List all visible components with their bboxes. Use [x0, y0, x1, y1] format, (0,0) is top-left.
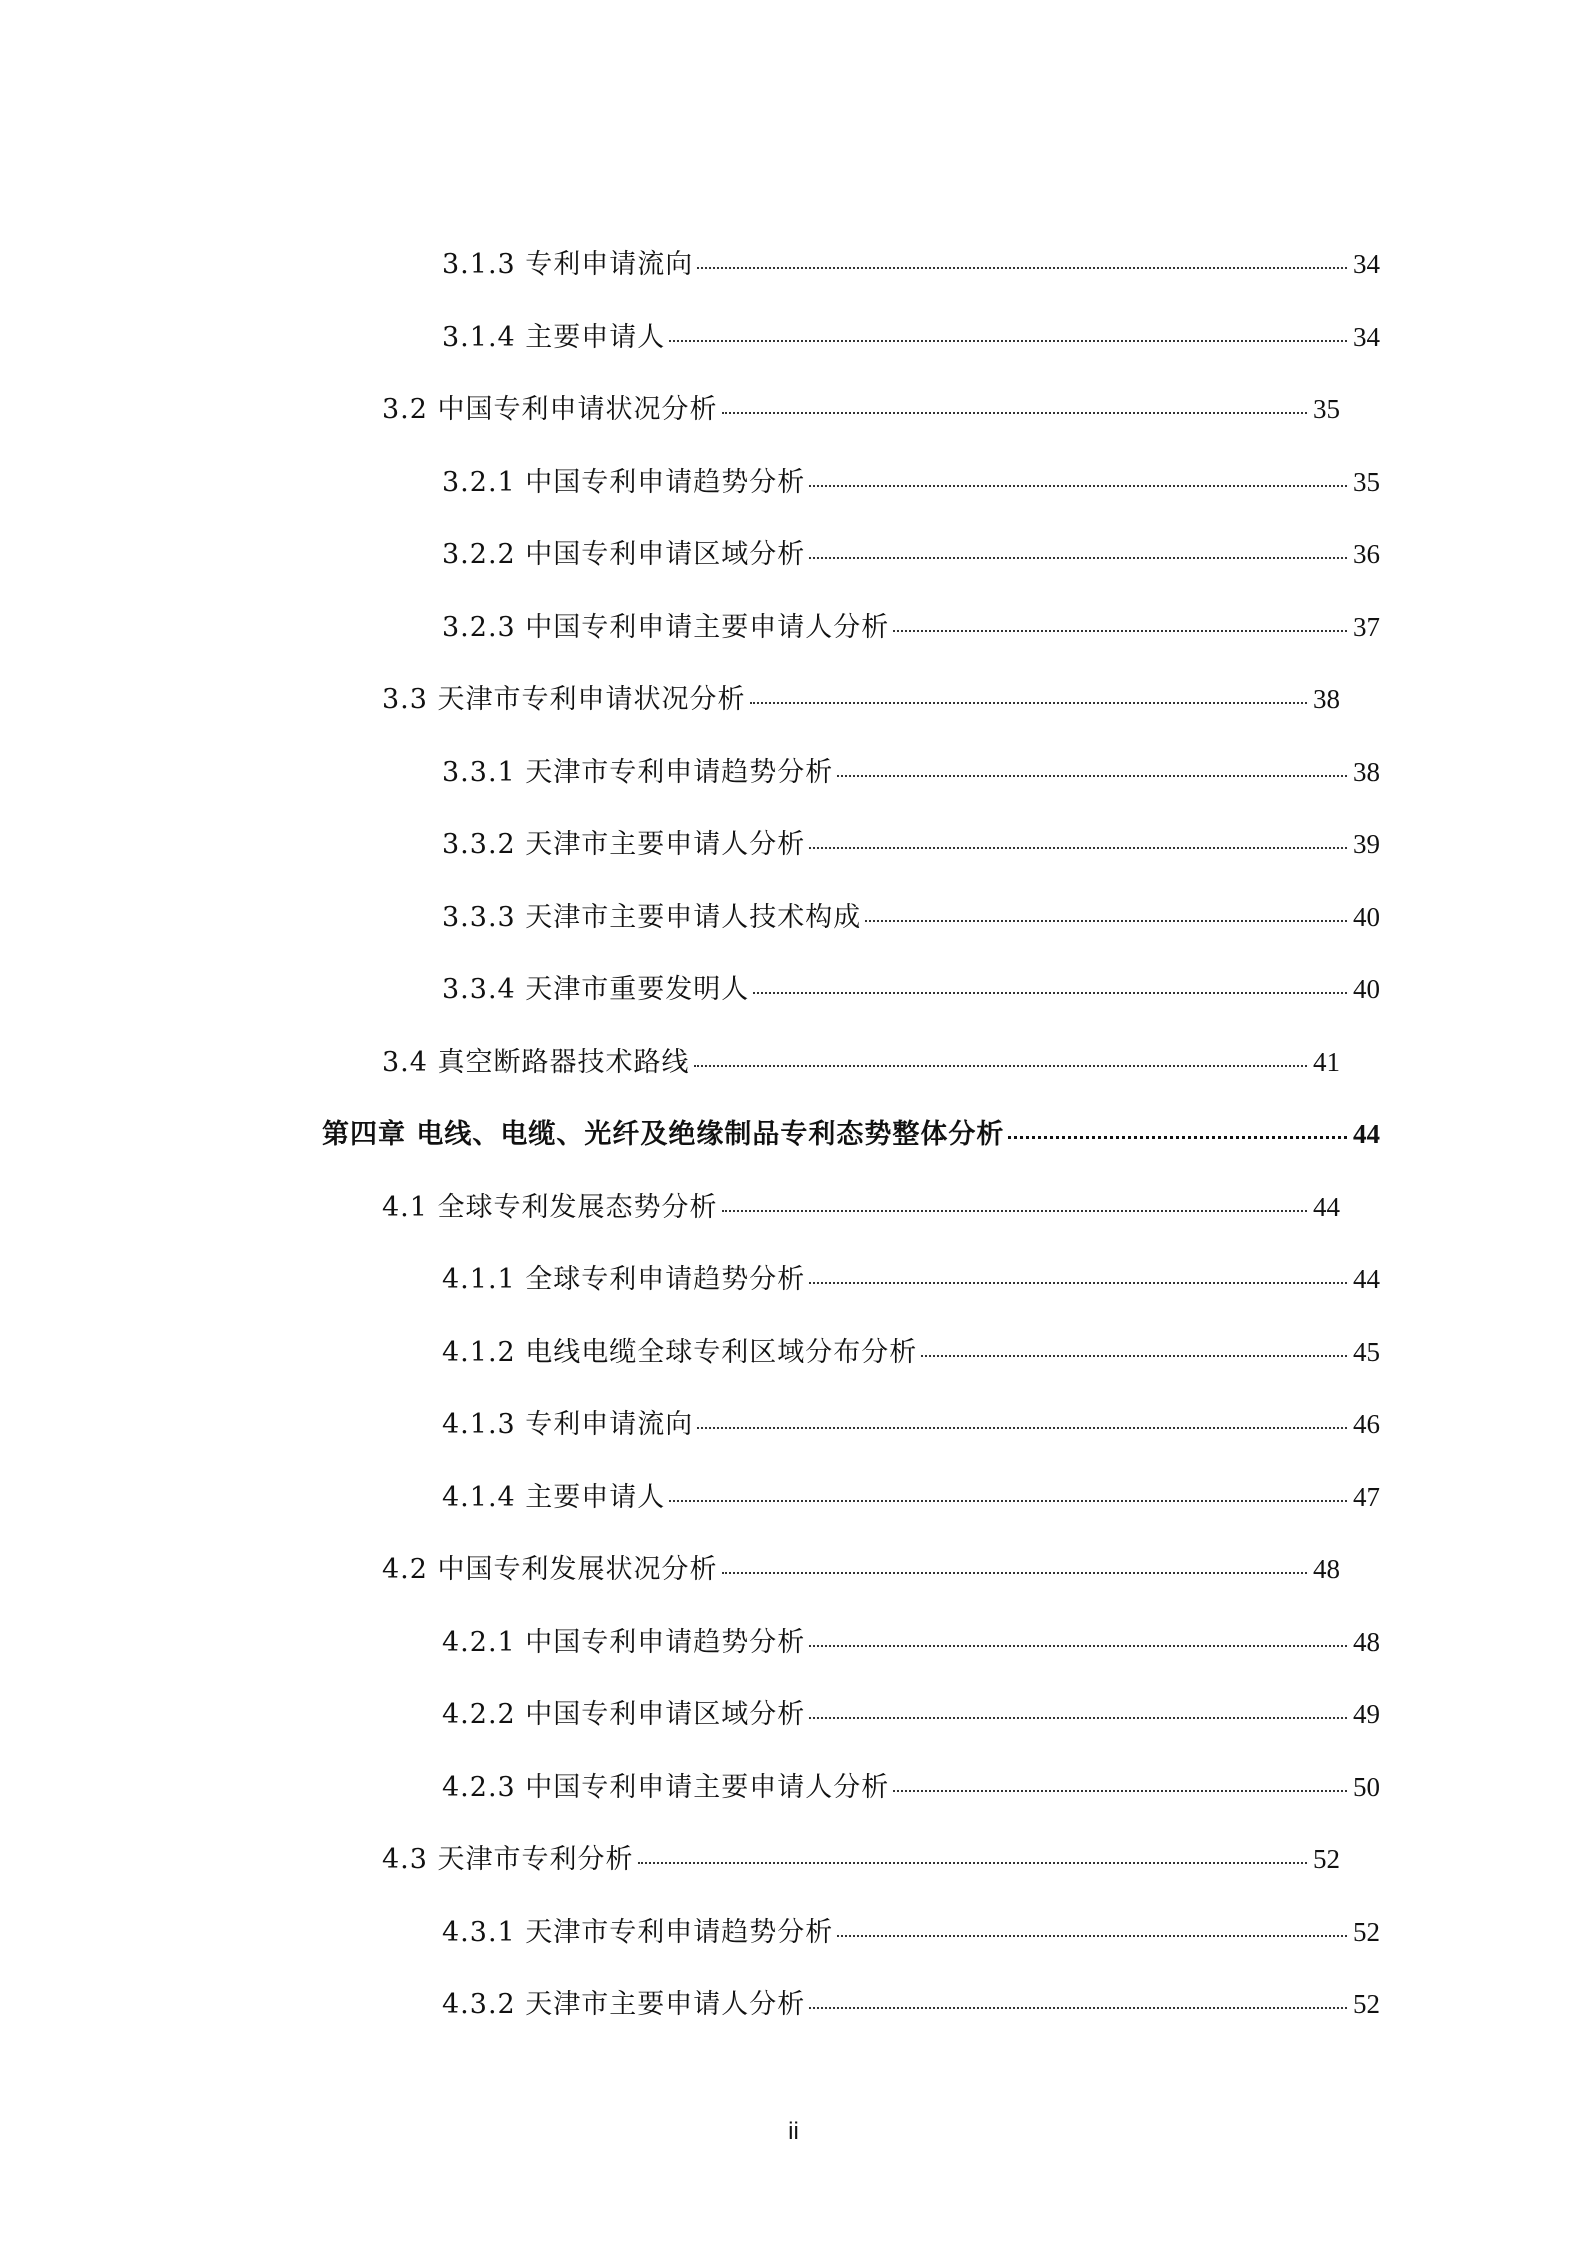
dot-leader — [750, 700, 1307, 704]
dot-leader — [1008, 1134, 1347, 1139]
toc-entry[interactable] — [442, 603, 1380, 651]
dot-leader — [809, 483, 1347, 487]
toc-entry-title: 4.3.2 天津市主要申请人分析 — [442, 1989, 806, 2020]
toc-entry[interactable] — [382, 385, 1340, 433]
toc-entry-page-number: 36 — [1353, 539, 1380, 569]
toc-entry-title: 4.2.3 中国专利申请主要申请人分析 — [442, 1771, 890, 1803]
toc-entry-page-number: 47 — [1353, 1481, 1380, 1512]
dot-leader — [722, 410, 1307, 414]
toc-entry-page-number: 39 — [1353, 829, 1380, 859]
toc-entry[interactable] — [442, 1400, 1380, 1448]
dot-leader — [722, 1570, 1307, 1574]
dot-leader — [809, 1280, 1347, 1284]
toc-entry-page-number: 49 — [1353, 1699, 1380, 1729]
toc-entry-page-number: 45 — [1353, 1336, 1380, 1367]
dot-leader — [809, 1715, 1347, 1719]
toc-entry[interactable] — [442, 820, 1380, 868]
toc-entry-title: 4.1.2 电线电缆全球专利区域分布分析 — [442, 1336, 918, 1368]
toc-entry-title: 3.3.1 天津市专利申请趋势分析 — [442, 756, 834, 788]
toc-entry-page-number: 40 — [1353, 974, 1380, 1004]
toc-entry-title: 4.1.3 专利申请流向 — [442, 1409, 694, 1440]
toc-entry-page-number: 52 — [1353, 1916, 1380, 1947]
toc-entry-page-number: 38 — [1353, 756, 1380, 787]
dot-leader — [809, 1643, 1347, 1647]
toc-entry-page-number: 44 — [1353, 1119, 1380, 1149]
dot-leader — [809, 2005, 1347, 2009]
toc-entry[interactable] — [442, 1980, 1380, 2028]
toc-entry-page-number: 52 — [1313, 1844, 1340, 1874]
toc-entry[interactable] — [442, 240, 1380, 288]
dot-leader — [638, 1860, 1307, 1864]
page-number-footer: ii — [788, 2118, 799, 2145]
toc-entry-title: 4.3.1 天津市专利申请趋势分析 — [442, 1916, 834, 1948]
toc-entry-title: 4.1.1 全球专利申请趋势分析 — [442, 1264, 806, 1295]
toc-entry-page-number: 44 — [1353, 1264, 1380, 1294]
toc-entry[interactable] — [382, 1835, 1340, 1883]
dot-leader — [697, 265, 1347, 269]
toc-entry[interactable] — [442, 313, 1380, 361]
toc-entry[interactable] — [442, 458, 1380, 506]
toc-entry[interactable] — [442, 1690, 1380, 1738]
toc-entry-title: 4.2.1 中国专利申请趋势分析 — [442, 1626, 806, 1658]
toc-entry-page-number: 35 — [1353, 466, 1380, 497]
toc-entry-title: 4.1.4 主要申请人 — [442, 1481, 666, 1513]
toc-entry-title: 3.2.1 中国专利申请趋势分析 — [442, 466, 806, 498]
dot-leader — [809, 555, 1347, 559]
toc-entry-title: 4.2.2 中国专利申请区域分析 — [442, 1699, 806, 1730]
dot-leader — [669, 1498, 1347, 1502]
toc-entry-page-number: 38 — [1313, 684, 1340, 714]
toc-entry-title: 3.3.4 天津市重要发明人 — [442, 974, 750, 1005]
dot-leader — [837, 1933, 1347, 1937]
toc-entry[interactable] — [382, 1183, 1340, 1231]
toc-entry-title: 4.1 全球专利发展态势分析 — [382, 1191, 718, 1223]
dot-leader — [809, 845, 1347, 849]
dot-leader — [753, 990, 1347, 994]
dot-leader — [865, 918, 1347, 922]
dot-leader — [921, 1353, 1347, 1357]
toc-entry-page-number: 35 — [1313, 394, 1340, 424]
toc-entry[interactable] — [382, 675, 1340, 723]
toc-entry-page-number: 44 — [1313, 1191, 1340, 1222]
toc-entry-title: 3.1.3 专利申请流向 — [442, 249, 694, 280]
toc-entry-title: 3.1.4 主要申请人 — [442, 321, 666, 353]
toc-entry-page-number: 48 — [1353, 1626, 1380, 1657]
toc-entry[interactable] — [382, 1545, 1340, 1593]
toc-entry-title: 3.2 中国专利申请状况分析 — [382, 394, 718, 425]
dot-leader — [694, 1063, 1307, 1067]
toc-entry[interactable] — [382, 1038, 1340, 1086]
toc-entry-title: 第四章 电线、电缆、光纤及绝缘制品专利态势整体分析 — [322, 1119, 1005, 1150]
toc-entry[interactable] — [442, 1328, 1380, 1376]
toc-entry-page-number: 46 — [1353, 1409, 1380, 1439]
toc-entry-title: 4.3 天津市专利分析 — [382, 1844, 634, 1875]
toc-entry-title: 3.2.3 中国专利申请主要申请人分析 — [442, 611, 890, 643]
toc-entry-page-number: 34 — [1353, 321, 1380, 352]
toc-entry-page-number: 37 — [1353, 611, 1380, 642]
toc-entry[interactable] — [442, 1255, 1380, 1303]
dot-leader — [893, 1788, 1347, 1792]
dot-leader — [697, 1425, 1347, 1429]
toc-entry-title: 3.3.3 天津市主要申请人技术构成 — [442, 901, 862, 933]
dot-leader — [893, 628, 1347, 632]
toc-entry-title: 4.2 中国专利发展状况分析 — [382, 1554, 718, 1585]
dot-leader — [837, 773, 1347, 777]
toc-entry[interactable] — [442, 1763, 1380, 1811]
toc-entry-page-number: 50 — [1353, 1771, 1380, 1802]
toc-entry-page-number: 52 — [1353, 1989, 1380, 2019]
toc-entry[interactable] — [442, 965, 1380, 1013]
toc-entry-title: 3.2.2 中国专利申请区域分析 — [442, 539, 806, 570]
toc-entry[interactable] — [322, 1110, 1380, 1158]
toc-entry-page-number: 40 — [1353, 901, 1380, 932]
toc-entry-page-number: 48 — [1313, 1554, 1340, 1584]
toc-entry[interactable] — [442, 530, 1380, 578]
dot-leader — [722, 1208, 1307, 1212]
toc-entry[interactable] — [442, 893, 1380, 941]
toc-entry-title: 3.3 天津市专利申请状况分析 — [382, 684, 746, 715]
toc-entry-title: 3.3.2 天津市主要申请人分析 — [442, 829, 806, 860]
toc-entry[interactable] — [442, 748, 1380, 796]
toc-entry[interactable] — [442, 1473, 1380, 1521]
toc-entry[interactable] — [442, 1908, 1380, 1956]
dot-leader — [669, 338, 1347, 342]
toc-entry-page-number: 41 — [1313, 1046, 1340, 1077]
toc-entry[interactable] — [442, 1618, 1380, 1666]
toc-entry-title: 3.4 真空断路器技术路线 — [382, 1046, 690, 1078]
toc-entry-page-number: 34 — [1353, 249, 1380, 279]
